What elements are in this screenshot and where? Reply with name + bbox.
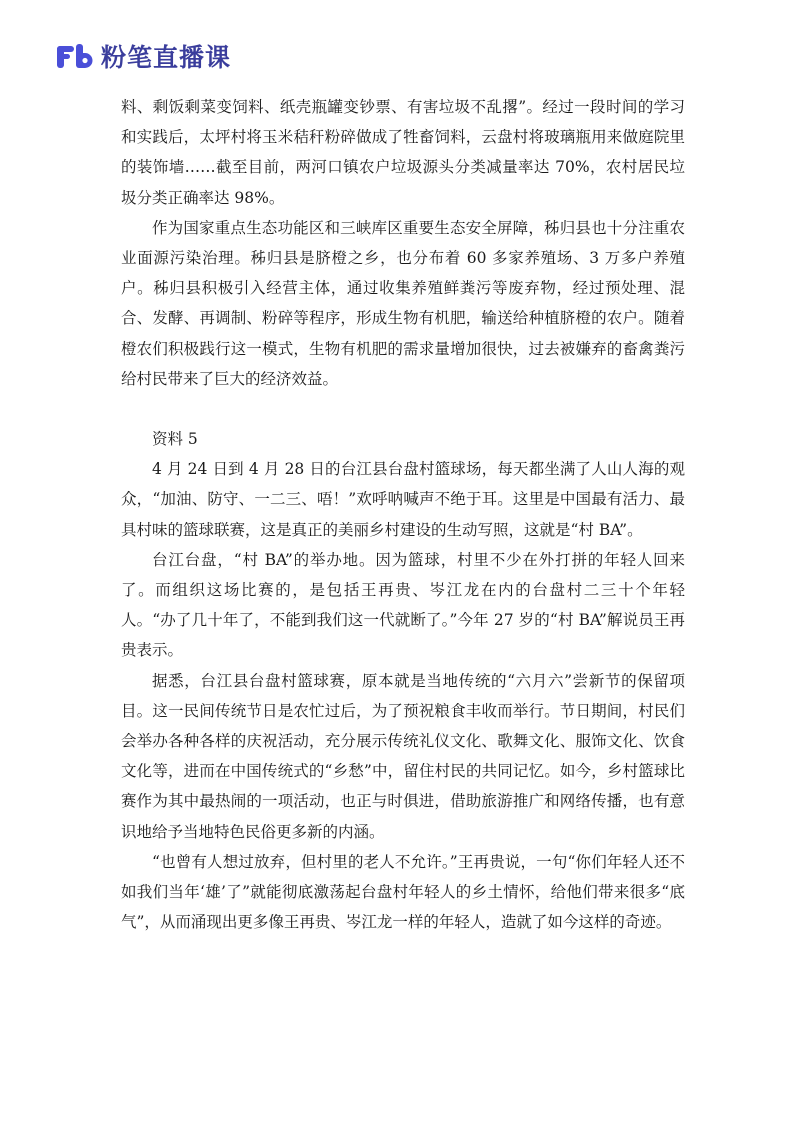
paragraph-tradition: 据悉，台江县台盘村篮球赛，原本就是当地传统的“六月六”尝新节的保留项目。这一民间传统节日是农忙过后，为了预祝粮食丰收而举行。节日期间，村民们会举办各种各样的庆祝活动，充分展示传统礼仪文化、歌舞文化、服饰文化、饮食文化等，进而在中国传统式的“乡愁”中，留住村民的共同记忆。如今，乡村篮球比赛作为其中最热闹的一项活动，也正与时俱进，借助旅游推广和网络传播，也有意识地给予当地特色民俗更多新的内涵。 bbox=[121, 671, 685, 841]
section-gap bbox=[121, 394, 685, 424]
paragraph-continued: 料、剩饭剩菜变饲料、纸壳瓶罐变钞票、有害垃圾不乱撂”。经过一段时间的学习和实践后，太坪村将玉米秸秆粉碎做成了牲畜饲料，云盘村将玻璃瓶用来做庭院里的装饰墙……截至目前，两河口镇农户垃圾源头分类减量率达 70%，农村居民垃圾分类正确率达 98%。 bbox=[121, 98, 685, 207]
fb-logo-icon bbox=[55, 40, 95, 72]
paragraph-taipan: 台江台盘，“村 BA”的举办地。因为篮球，村里不少在外打拼的年轻人回来了。而组织这场比赛的，是包括王再贵、岑江龙在内的台盘村二三十个年轻人。“办了几十年了，不能到我们这一代就断了。”今年 27 岁的“村 BA”解说员王再贵表示。 bbox=[121, 550, 685, 660]
page-header bbox=[55, 38, 231, 74]
paragraph-zigui: 作为国家重点生态功能区和三峡库区重要生态安全屏障，秭归县也十分注重农业面源污染治理。秭归县是脐橙之乡，也分布着 60 多家养殖场、3 万多户养殖户。秭归县积极引入经营主体，通过收集养殖鲜粪污等废弃物，经过预处理、混合、发酵、再调制、粉碎等程序，形成生物有机肥，输送给种植脐橙的农户。随着橙农们积极践行这一模式，生物有机肥的需求量增加很快，过去被嫌弃的畜禽粪污给村民带来了巨大的经济效益。 bbox=[121, 218, 685, 388]
document-body bbox=[121, 92, 685, 937]
paragraph-quote: “也曾有人想过放弃，但村里的老人不允许。”王再贵说，一句“你们年轻人还不如我们当年‘雄’了”就能彻底激荡起台盘村年轻人的乡土情怀，给他们带来很多“底气”，从而涌现出更多像王再贵、岑江龙一样的年轻人，造就了如今这样的奇迹。 bbox=[121, 852, 685, 932]
section-heading-material-5: 资料 5 bbox=[152, 430, 198, 449]
brand-name: 粉笔直播课 bbox=[101, 43, 232, 72]
paragraph-village-ba: 4 月 24 日到 4 月 28 日的台江县台盘村篮球场，每天都坐满了人山人海的观众，“加油、防守、一二三、唔！”欢呼呐喊声不绝于耳。这里是中国最有活力、最具村味的篮球联赛，这是真正的美丽乡村建设的生动写照，这就是“村 BA”。 bbox=[121, 460, 685, 539]
